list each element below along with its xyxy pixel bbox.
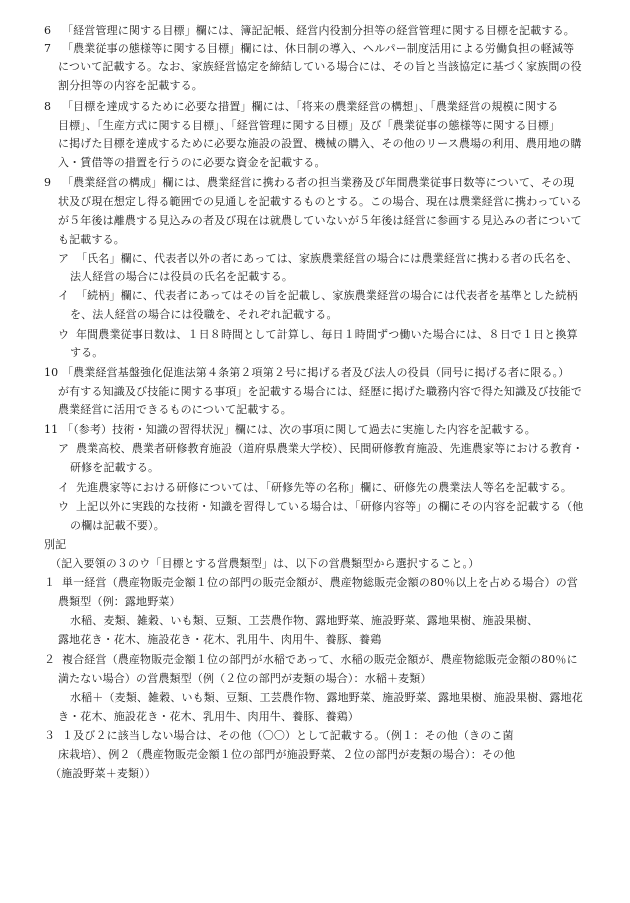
appendix-entry-3-line: （施設野菜＋麦類）） xyxy=(50,767,156,780)
item-11-u-line: の欄は記載不要）。 xyxy=(70,519,165,532)
item-7: 7 「農業従事の態様等に関する目標」欄には、休日制の導入、ヘルパー制度活用による労働負担の軽減等 xyxy=(44,42,575,55)
appendix-entry-1: １ 単一経営（農産物販売金額１位の部門の販売金額が、農産物総販売金額の80％以上を占める場合）の営 xyxy=(44,576,579,589)
item-8-line: 入・賃借等の措置を行うのに必要な資金を記載する。 xyxy=(58,156,326,169)
item-10-line: 農業経営に活用できるものについて記載する。 xyxy=(58,403,292,416)
item-8-line: に掲げた目標を達成するために必要な施設の設置、機械の購入、その他のリース農場の利用、農用地の購 xyxy=(58,137,582,150)
item-9-u: ウ 年間農業従事日数は、１日８時間として計算し、毎日１時間ずつ働いた場合には、８日で１日と換算 xyxy=(58,328,578,341)
item-9-a-line: 法人経営の場合には役員の氏名を記載する。 xyxy=(70,270,293,283)
appendix-entry-1-sub: 水稲、麦類、雑穀、いも類、豆類、工芸農作物、露地野菜、施設野菜、露地果樹、施設果樹、 xyxy=(70,614,539,627)
item-8: 8 「目標を達成するために必要な措置」欄には、「将来の農業経営の構想」、「農業経営の規模に関する xyxy=(44,100,559,113)
item-9-line: が５年後は離農する見込みの者及び現在は就農していないが５年後は経営に参画する見込みの者について xyxy=(58,214,582,227)
item-10: 10 「農業経営基盤強化促進法第４条第２項第２号に掲げる者及び法人の役員（同号に掲げる者に限る。） xyxy=(44,366,570,379)
item-11: 11 「（参考）技術・知識の習得状況」欄には、次の事項に関して過去に実施した内容を記載する。 xyxy=(44,423,536,436)
item-9-line: も記載する。 xyxy=(58,233,125,246)
item-9-a: ア 「氏名」欄に、代表者以外の者にあっては、家族農業経営の場合には農業経営に携わる者の氏名を、 xyxy=(58,252,578,265)
item-9-i: イ 「続柄」欄に、代表者にあってはその旨を記載し、家族農業経営の場合には代表者を基準とした続柄 xyxy=(58,289,578,302)
item-10-line: が有する知識及び技能に関する事項」を記載する場合には、経歴に掲げた職務内容で得た知識及び技能で xyxy=(58,385,583,398)
item-11-i: イ 先進農家等における研修については、「研修先等の名称」欄に、研修先の農業法人等名を記載する。 xyxy=(58,481,573,494)
item-11-a: ア 農業高校、農業者研修教育施設（道府県農業大学校）、民間研修教育施設、先進農家等における教育・ xyxy=(58,442,584,455)
item-9-i-line: を、法人経営の場合には役職を、それぞれ記載する。 xyxy=(70,308,338,321)
item-7-line: について記載する。なお、家族経営協定を締結している場合には、その旨と当該協定に基づく家族間の役 xyxy=(58,60,582,73)
appendix-entry-2-line: 満たない場合）の営農類型（例（２位の部門が麦類の場合）：水稲＋麦類） xyxy=(58,672,432,685)
item-8-line: 目標」、「生産方式に関する目標」、「経営管理に関する目標」及び「農業従事の態様等に関する目標」 xyxy=(58,119,561,132)
item-6: 6 「経営管理に関する目標」欄には、簿記記帳、経営内役割分担等の経営管理に関する目標を記載する。 xyxy=(44,24,575,37)
item-9-line: 状及び現在想定し得る範囲での見通しを記載するものとする。この場合、現在は農業経営に携わっている xyxy=(58,195,582,208)
item-11-u: ウ 上記以外に実践的な技術・知識を習得している場合は、「研修内容等」の欄にその内容を記載する（他 xyxy=(58,500,584,513)
appendix-heading: 別記 xyxy=(44,538,67,551)
appendix-entry-2-sub: 水稲＋（麦類、雑穀、いも類、豆類、工芸農作物、露地野菜、施設野菜、露地果樹、施設果樹、露地花 xyxy=(70,691,583,704)
item-9-u-line: する。 xyxy=(70,346,104,359)
appendix-entry-3-line: 床栽培）、例２（農産物販売金額１位の部門が施設野菜、２位の部門が麦類の場合）：その他 xyxy=(58,748,516,761)
item-11-a-line: 研修を記載する。 xyxy=(70,461,160,474)
item-7-line: 割分担等の内容を記載する。 xyxy=(58,79,203,92)
appendix-entry-1-sub: 露地花き・花木、施設花き・花木、乳用牛、肉用牛、養豚、養鶏 xyxy=(58,633,382,646)
appendix-entry-1-line: 農類型（例：露地野菜） xyxy=(58,595,181,608)
item-9: 9 「農業経営の構成」欄には、農業経営に携わる者の担当業務及び年間農業従事日数等について、その現 xyxy=(44,176,575,189)
appendix-intro: （記入要領の３のウ「目標とする営農類型」は、以下の営農類型から選択すること。） xyxy=(50,557,480,570)
appendix-entry-2-sub: き・花木、施設花き・花木、乳用牛、肉用牛、養豚、養鶏） xyxy=(58,710,360,723)
appendix-entry-3: ３ １及び２に該当しない場合は、その他（〇〇）として記載する。（例１：その他（きのこ菌 xyxy=(44,729,514,742)
appendix-entry-2: ２ 複合経営（農産物販売金額１位の部門が水稲であって、水稲の販売金額が、農産物総販売金額の80％に xyxy=(44,653,578,666)
